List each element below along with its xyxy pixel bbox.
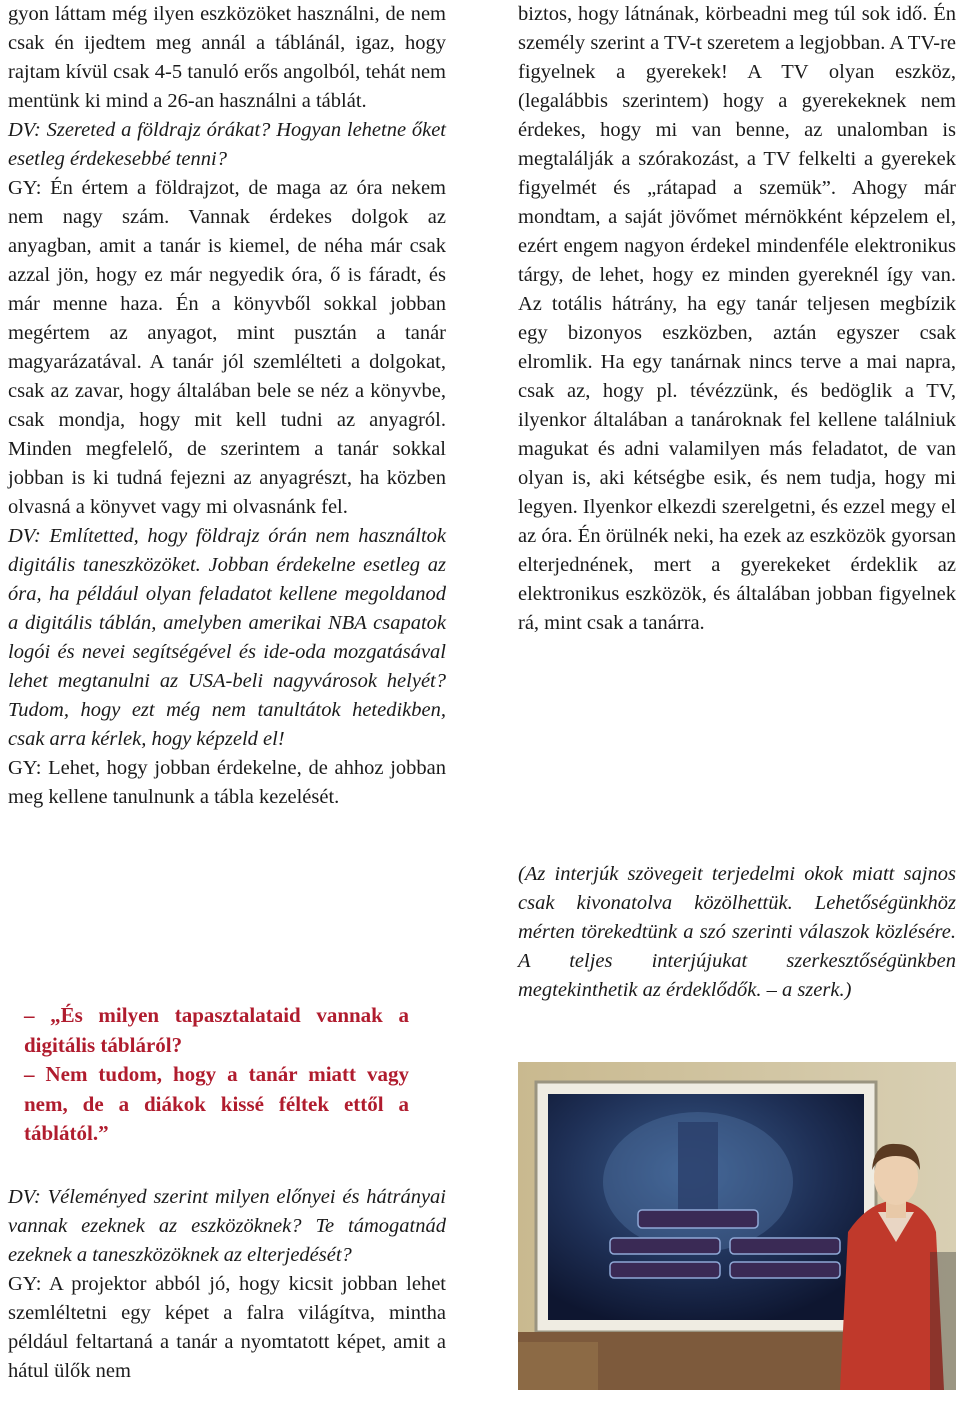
interviewer-question: DV: Véleményed szerint milyen előnyei és hátrányai vannak ezeknek az eszközöknek? Te támogatnád ezeknek a taneszközöknek az elterjedését? [8, 1186, 446, 1266]
pull-quote-answer: – Nem tudom, hogy a tanár miatt vagy nem, de a diákok kissé féltek ettől a táblától.” [24, 1062, 409, 1145]
interviewer-question: DV: Említetted, hogy földrajz órán nem használtok digitális taneszközöket. Jobban érdekelne esetleg az óra, ha például olyan feladatot kellene megoldanod a digitális táblán, amelyben amerikai NBA csapatok logói és nevei segítségével és ide-oda mozgatásával lehet megtanulni az USA-beli nagyvárosok helyét? Tudom, hogy ezt még nem tanultátok hetedikben, csak arra kérlek, hogy képzeld el! [8, 525, 446, 750]
paragraph: biztos, hogy látnának, körbeadni meg túl sok idő. Én személy szerint a TV-t szeretem a legjobban. A TV-re figyelnek a gyerekek! A TV olyan eszköz, (legalábbis szerintem) hogy a gyerekeknek nem érdekes, hogy mi van benne, az unalomban is megtalálják a szórakozást, a TV felkelti a gyerekek figyelmét és „rátapad a szemük”. Ahogy már mondtam, a saját jövőmet mérnökként képzelem el, ezért engem nagyon érdekel mindenféle elektronikus tárgy, de lehet, hogy ez minden gyereknél így van. Az totális hátrány, ha egy tanár teljesen megbízik egy bizonyos eszközben, aztán egyszer csak elromlik. Ha egy tanárnak nincs terve a mai napra, csak az, hogy pl. tévézzünk, és bedöglik a TV, ilyenkor általában a tanároknak fel kellene találniuk magukat és adni valamilyen más feladatot, de van olyan is, aki kétségbe esik, és nem tudja, hogy mi legyen. Ilyenkor elkezdi szerelgetni, és ezzel megy el az óra. Én örülnék neki, ha ezek az eszközök gyorsan elterjednének, mert a gyerekeket érdeklik az elektronikus eszközök, és általában jobban figyelnek rá, mint csak a tanárra. [518, 3, 956, 634]
right-column [518, 0, 956, 638]
left-column [8, 0, 446, 812]
pull-quote [24, 1001, 409, 1149]
student-answer: GY: Lehet, hogy jobban érdekelne, de ahhoz jobban meg kellene tanulnunk a tábla kezelését. [8, 757, 446, 808]
classroom-photo [518, 1062, 956, 1390]
paragraph: gyon láttam még ilyen eszközöket használni, de nem csak én ijedtem meg annál a táblánál, igaz, hogy rajtam kívül csak 4-5 tanuló erős angolból, tehát nem mentünk ki mind a 26-an használni a táblát. [8, 3, 446, 112]
pull-quote-question: – „És milyen tapasztalataid vannak a digitális tábláról? [24, 1003, 409, 1057]
left-column-lower [8, 1183, 446, 1386]
interviewer-question: DV: Szereted a földrajz órákat? Hogyan lehetne őket esetleg érdekesebbé tenni? [8, 119, 446, 170]
student-answer: GY: A projektor abból jó, hogy kicsit jobban lehet szemléltetni egy képet a falra világítva, mintha például feltartaná a tanár a nyomtatott képet, amit a hátul ülők nem [8, 1273, 446, 1382]
editor-note: (Az interjúk szövegeit terjedelmi okok miatt sajnos csak kivonatolva közölhettük. Lehetőségünkhöz mérten törekedtünk a szó szerinti válaszok közlésére. A teljes interjújukat szerkesztőségünkben megtekinthetik az érdeklődők. – a szerk.) [518, 863, 956, 1001]
student-answer: GY: Én értem a földrajzot, de maga az óra nekem nem nagy szám. Vannak érdekes dolgok az anyagban, amit a tanár is kiemel, de néha már csak azzal jön, hogy ez már negyedik óra, ő is fáradt, és már menne haza. Én a könyvből sokkal jobban megértem az anyagot, mint pusztán a tanár magyarázatával. A tanár jól szemlélteti a dolgokat, csak az zavar, hogy általában bele se néz a könyvbe, csak mondja, hogy mit kell tudni az anyagról. Minden megfelelő, de szerintem a tanár sokkal jobban is ki tudná fejezni az anyagrészt, ha közben olvasná a könyvet vagy mi olvasnánk fel. [8, 177, 446, 518]
